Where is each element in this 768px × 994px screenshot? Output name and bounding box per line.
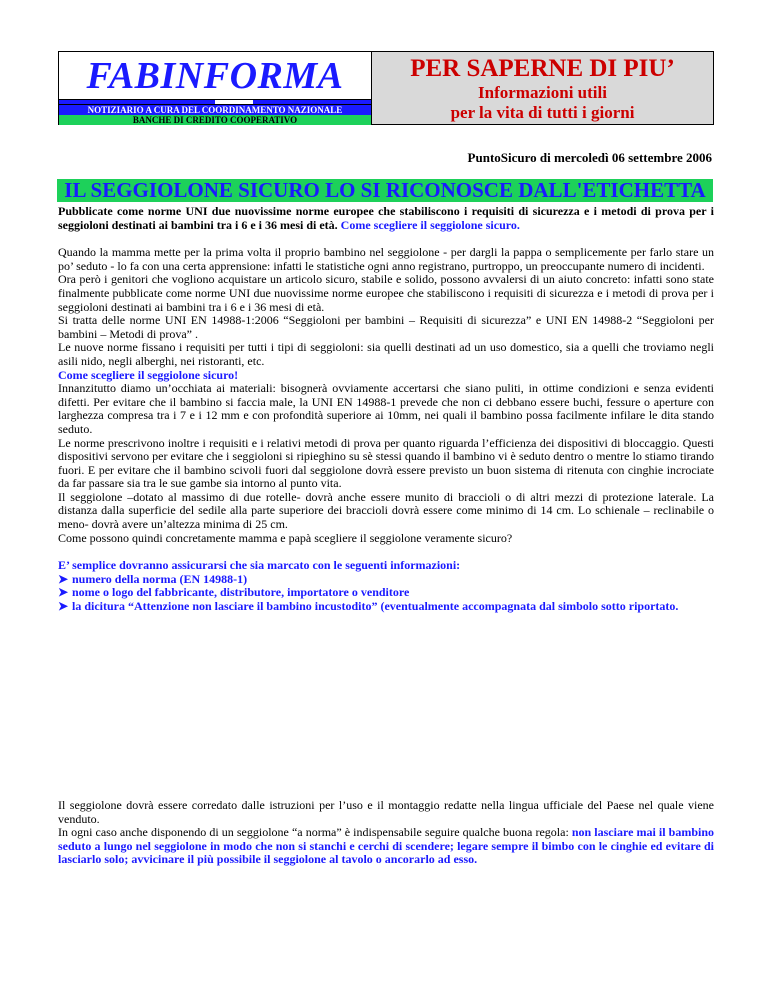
intro-paragraph bbox=[58, 205, 714, 232]
paragraph-6: Le norme prescrivono inoltre i requisiti e i relativi metodi di prova per quanto riguarda l’efficienza dei dispositivi di bloccaggio. Questi dispositivi servono per evitare che i seggioloni si ripieghino su sè stessi quando il bambino vi è seduto dentro o mentre lo stiamo tirando fuori. E per evitare che il bambino scivoli fuori dal seggiolone dovrà essere previsto un buon sistema di ritenuta con cinghie incrociate da far passare sia tra le sue gambe sia intorno al punto vita. bbox=[58, 435, 714, 491]
paragraph-7: Il seggiolone –dotato al massimo di due rotelle- dovrà anche essere munito di braccioli o di altri mezzi di protezione laterale. La distanza dalla superficie del sedile alla parte superiore dei braccioli dovrà essere come minimo di 14 cm. Lo schienale – reclinabile o meno- dovrà avere un’altezza minima di 25 cm. bbox=[58, 489, 714, 532]
closing-plain-text: In ogni caso anche disponendo di un seggiolone “a norma” è indispensabile seguire qualche buona regola: bbox=[58, 825, 569, 840]
intro-link[interactable]: Come scegliere il seggiolone sicuro. bbox=[340, 217, 520, 232]
closing-paragraph-1: Il seggiolone dovrà essere corredato dalle istruzioni per l’uso e il montaggio redatte nella lingua ufficiale del Paese nel quale viene venduto. bbox=[58, 798, 714, 826]
closing-rules: non lasciare mai il bambino seduto a lungo nel seggiolone in modo che non si stanchi e cerchi di scendere; legare sempre il bimbo con le cinghie ed evitare di lasciarlo solo; avvicinare il più possibile il seggiolone al tavolo o ancorarlo ad esso. bbox=[58, 825, 715, 867]
masthead-logo-box bbox=[58, 51, 372, 125]
masthead-title: FABINFORMA bbox=[86, 55, 344, 97]
section-subtitle-2: per la vita di tutti i giorni bbox=[450, 103, 635, 122]
arrow-bullet-icon: ➤ bbox=[58, 599, 69, 614]
arrow-bullet-icon: ➤ bbox=[58, 571, 69, 586]
checklist bbox=[58, 559, 714, 613]
intro-text: Pubblicate come norme UNI due nuovissime norme europee che stabiliscono i requisiti di sicurezza e i metodi di prova per i seggioloni destinati ai bambini tra i 6 e i 36 mesi di età. bbox=[58, 204, 714, 232]
section-subtitle-1: Informazioni utili bbox=[478, 83, 607, 102]
paragraph-5: Innanzitutto diamo un’occhiata ai materiali: bisognerà ovviamente accertarsi che siano puliti, in ottime condizioni e senza evidenti difetti. Per evitare che il bambino si faccia male, la UNI EN 14988-1 prevede che non ci debbano essere buchi, fessure o aperture con larghezza compresa tra i 7 e i 12 mm e con profondità superiore ai 10mm, nei quali il bambino possa facilmente infilare le dita stando seduto. bbox=[58, 381, 714, 436]
source-line: PuntoSicuro di mercoledì 06 settembre 2006 bbox=[467, 150, 712, 165]
masthead-subtitle-1: NOTIZIARIO A CURA DEL COORDINAMENTO NAZIONALE bbox=[59, 105, 371, 116]
list-item: ➤ numero della norma (EN 14988-1) bbox=[58, 571, 248, 586]
paragraph-3: Si tratta delle norme UNI EN 14988-1:2006 “Seggioloni per bambini – Requisiti di sicurezza” e UNI EN 14988-2 “Seggioloni per bambini – Metodi di prova” . bbox=[58, 313, 714, 341]
closing-paragraph-2 bbox=[58, 826, 714, 867]
paragraph-1: Quando la mamma mette per la prima volta il proprio bambino nel seggiolone - per dargli la pappa o semplicemente per farlo stare un po’ seduto - lo fa con una certa apprensione: infatti le statistiche ogni anno registrano, purtroppo, un preoccupante numero di incidenti. bbox=[58, 245, 714, 273]
list-item: ➤ nome o logo del fabbricante, distributore, importatore o venditore bbox=[58, 585, 410, 600]
subheading: Come scegliere il seggiolone sicuro! bbox=[58, 367, 239, 382]
article-body bbox=[58, 205, 714, 614]
article-headline: IL SEGGIOLONE SICURO LO SI RICONOSCE DALL'ETICHETTA bbox=[57, 179, 713, 202]
checklist-lead: E’ semplice dovranno assicurarsi che sia marcato con le seguenti informazioni: bbox=[58, 558, 461, 573]
closing-section bbox=[58, 799, 714, 867]
masthead-subtitle-2: BANCHE DI CREDITO COOPERATIVO bbox=[59, 115, 371, 125]
paragraph-8: Come possono quindi concretamente mamma e papà scegliere il seggiolone veramente sicuro? bbox=[58, 530, 513, 545]
list-item: ➤ la dicitura “Attenzione non lasciare il bambino incustodito” (eventualmente accompagnata dal simbolo sotto riportato. bbox=[58, 599, 679, 614]
section-title: PER SAPERNE DI PIU’ bbox=[410, 55, 675, 82]
masthead-section-box bbox=[372, 51, 714, 125]
paragraph-2: Ora però i genitori che vogliono acquistare un articolo sicuro, stabile e solido, possono avvalersi di un aiuto concreto: infatti sono state finalmente pubblicate come norme UNI due nuovissime norme europee che stabiliscono i requisiti di sicurezza e i metodi di prova per i seggioloni destinati ai bambini tra i 6 e i 36 mesi di età. bbox=[58, 272, 714, 314]
paragraph-4: Le nuove norme fissano i requisiti per tutti i tipi di seggioloni: sia quelli destinati ad un uso domestico, sia a quelli che troviamo negli asili nido, negli alberghi, nei ristoranti, etc. bbox=[58, 340, 714, 368]
arrow-bullet-icon: ➤ bbox=[58, 585, 69, 600]
